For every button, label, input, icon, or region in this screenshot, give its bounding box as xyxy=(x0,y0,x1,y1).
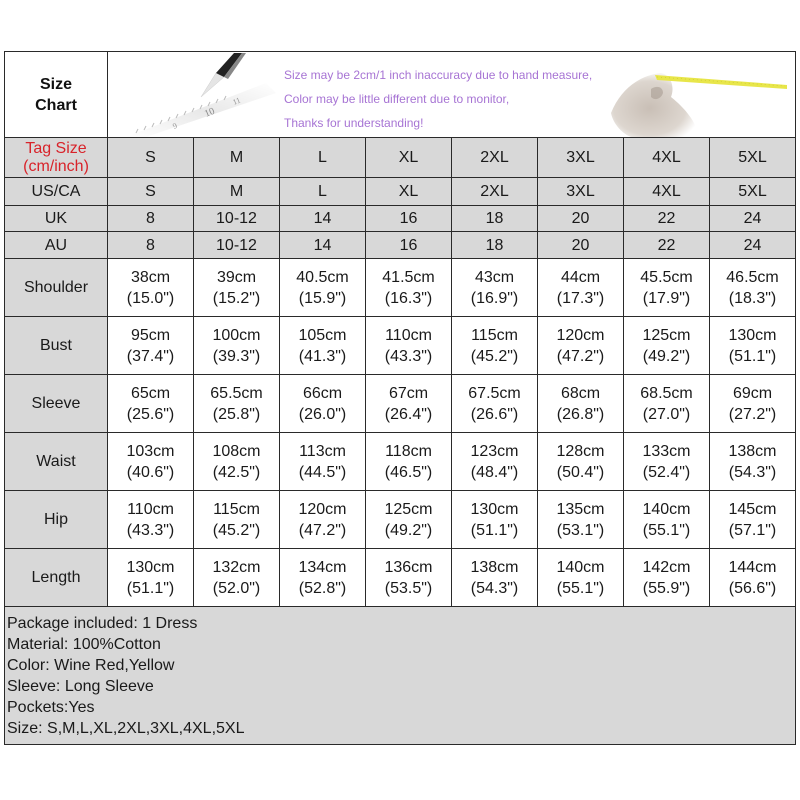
shoulder-label: Shoulder xyxy=(5,259,108,317)
header-row xyxy=(5,52,796,138)
pencil-ruler-icon xyxy=(116,53,286,137)
length-cell: 140cm (55.1") xyxy=(538,549,624,607)
length-cell: 144cm (56.6") xyxy=(710,549,796,607)
title-line-2: Chart xyxy=(35,96,77,114)
bust-cell: 115cm (45.2") xyxy=(452,317,538,375)
waist-cell: 138cm (54.3") xyxy=(710,433,796,491)
info-material: Material: 100%Cotton xyxy=(7,635,161,653)
bust-cell: 110cm (43.3") xyxy=(366,317,452,375)
au-cell: 10-12 xyxy=(194,232,280,259)
us-ca-cell: 4XL xyxy=(624,178,710,206)
tag-size-cell: XL xyxy=(366,138,452,178)
shoulder-cell: 45.5cm (17.9") xyxy=(624,259,710,317)
tag-size-row xyxy=(5,138,796,178)
bust-cell: 125cm (49.2") xyxy=(624,317,710,375)
shoulder-row xyxy=(5,259,796,317)
shoulder-cell: 46.5cm (18.3") xyxy=(710,259,796,317)
hip-label: Hip xyxy=(5,491,108,549)
us-ca-cell: M xyxy=(194,178,280,206)
sleeve-label: Sleeve xyxy=(5,375,108,433)
length-label: Length xyxy=(5,549,108,607)
uk-cell: 8 xyxy=(108,206,194,232)
uk-cell: 22 xyxy=(624,206,710,232)
us-ca-cell: XL xyxy=(366,178,452,206)
au-cell: 18 xyxy=(452,232,538,259)
bust-cell: 95cm (37.4") xyxy=(108,317,194,375)
shoulder-cell: 39cm (15.2") xyxy=(194,259,280,317)
product-info xyxy=(5,607,796,745)
hip-cell: 120cm (47.2") xyxy=(280,491,366,549)
waist-label: Waist xyxy=(5,433,108,491)
shoulder-cell: 38cm (15.0") xyxy=(108,259,194,317)
us-ca-cell: 3XL xyxy=(538,178,624,206)
au-cell: 8 xyxy=(108,232,194,259)
shoulder-cell: 43cm (16.9") xyxy=(452,259,538,317)
au-cell: 22 xyxy=(624,232,710,259)
svg-text:10: 10 xyxy=(203,105,217,120)
note-measure: Size may be 2cm/1 inch inaccuracy due to hand measure, xyxy=(284,67,593,82)
info-sizes: Size: S,M,L,XL,2XL,3XL,4XL,5XL xyxy=(7,719,245,737)
hip-cell: 140cm (55.1") xyxy=(624,491,710,549)
length-cell: 132cm (52.0") xyxy=(194,549,280,607)
bust-row xyxy=(5,317,796,375)
info-package: Package included: 1 Dress xyxy=(7,614,198,632)
uk-cell: 14 xyxy=(280,206,366,232)
tag-size-cell: 5XL xyxy=(710,138,796,178)
sleeve-cell: 65cm (25.6") xyxy=(108,375,194,433)
tag-size-cell: 2XL xyxy=(452,138,538,178)
au-cell: 14 xyxy=(280,232,366,259)
hip-cell: 125cm (49.2") xyxy=(366,491,452,549)
us-ca-row xyxy=(5,178,796,206)
sleeve-cell: 65.5cm (25.8") xyxy=(194,375,280,433)
us-ca-cell: 2XL xyxy=(452,178,538,206)
sleeve-cell: 67cm (26.4") xyxy=(366,375,452,433)
hand-measuring-tape-icon xyxy=(591,53,791,137)
shoulder-cell: 41.5cm (16.3") xyxy=(366,259,452,317)
bust-cell: 105cm (41.3") xyxy=(280,317,366,375)
sleeve-cell: 69cm (27.2") xyxy=(710,375,796,433)
product-info-row xyxy=(5,607,796,745)
hip-row xyxy=(5,491,796,549)
waist-cell: 128cm (50.4") xyxy=(538,433,624,491)
us-ca-label: US/CA xyxy=(5,178,108,206)
uk-label: UK xyxy=(5,206,108,232)
waist-row xyxy=(5,433,796,491)
shoulder-cell: 40.5cm (15.9") xyxy=(280,259,366,317)
au-cell: 20 xyxy=(538,232,624,259)
tag-size-cell: M xyxy=(194,138,280,178)
us-ca-cell: L xyxy=(280,178,366,206)
bust-label: Bust xyxy=(5,317,108,375)
length-cell: 130cm (51.1") xyxy=(108,549,194,607)
us-ca-cell: S xyxy=(108,178,194,206)
sleeve-cell: 66cm (26.0") xyxy=(280,375,366,433)
sleeve-cell: 67.5cm (26.6") xyxy=(452,375,538,433)
length-cell: 136cm (53.5") xyxy=(366,549,452,607)
length-cell: 142cm (55.9") xyxy=(624,549,710,607)
bust-cell: 120cm (47.2") xyxy=(538,317,624,375)
au-row xyxy=(5,232,796,259)
info-pockets: Pockets:Yes xyxy=(7,698,95,716)
svg-text:11: 11 xyxy=(231,95,242,107)
note-thanks: Thanks for understanding! xyxy=(284,115,424,130)
hip-cell: 115cm (45.2") xyxy=(194,491,280,549)
waist-cell: 133cm (52.4") xyxy=(624,433,710,491)
hip-cell: 130cm (51.1") xyxy=(452,491,538,549)
length-cell: 134cm (52.8") xyxy=(280,549,366,607)
waist-cell: 118cm (46.5") xyxy=(366,433,452,491)
uk-cell: 24 xyxy=(710,206,796,232)
waist-cell: 108cm (42.5") xyxy=(194,433,280,491)
uk-cell: 18 xyxy=(452,206,538,232)
hip-cell: 145cm (57.1") xyxy=(710,491,796,549)
length-row xyxy=(5,549,796,607)
note-color: Color may be little different due to monitor, xyxy=(284,91,510,106)
info-sleeve: Sleeve: Long Sleeve xyxy=(7,677,154,695)
sleeve-row xyxy=(5,375,796,433)
waist-cell: 113cm (44.5") xyxy=(280,433,366,491)
disclaimer-notes xyxy=(284,63,592,135)
au-cell: 24 xyxy=(710,232,796,259)
waist-cell: 123cm (48.4") xyxy=(452,433,538,491)
uk-cell: 10-12 xyxy=(194,206,280,232)
au-label: AU xyxy=(5,232,108,259)
uk-cell: 16 xyxy=(366,206,452,232)
uk-row xyxy=(5,206,796,232)
svg-text:9: 9 xyxy=(171,120,179,131)
bust-cell: 100cm (39.3") xyxy=(194,317,280,375)
sleeve-cell: 68.5cm (27.0") xyxy=(624,375,710,433)
hip-cell: 110cm (43.3") xyxy=(108,491,194,549)
us-ca-cell: 5XL xyxy=(710,178,796,206)
hip-cell: 135cm (53.1") xyxy=(538,491,624,549)
size-chart-title xyxy=(5,52,108,138)
banner xyxy=(108,52,796,138)
size-chart-table xyxy=(4,51,796,745)
tag-size-cell: 4XL xyxy=(624,138,710,178)
tag-size-cell: S xyxy=(108,138,194,178)
title-line-1: Size xyxy=(39,75,72,93)
info-color: Color: Wine Red,Yellow xyxy=(7,656,175,674)
tag-size-cell: 3XL xyxy=(538,138,624,178)
waist-cell: 103cm (40.6") xyxy=(108,433,194,491)
sleeve-cell: 68cm (26.8") xyxy=(538,375,624,433)
tag-size-label: Tag Size (cm/inch) xyxy=(5,138,108,178)
au-cell: 16 xyxy=(366,232,452,259)
bust-cell: 130cm (51.1") xyxy=(710,317,796,375)
length-cell: 138cm (54.3") xyxy=(452,549,538,607)
tag-size-cell: L xyxy=(280,138,366,178)
shoulder-cell: 44cm (17.3") xyxy=(538,259,624,317)
uk-cell: 20 xyxy=(538,206,624,232)
